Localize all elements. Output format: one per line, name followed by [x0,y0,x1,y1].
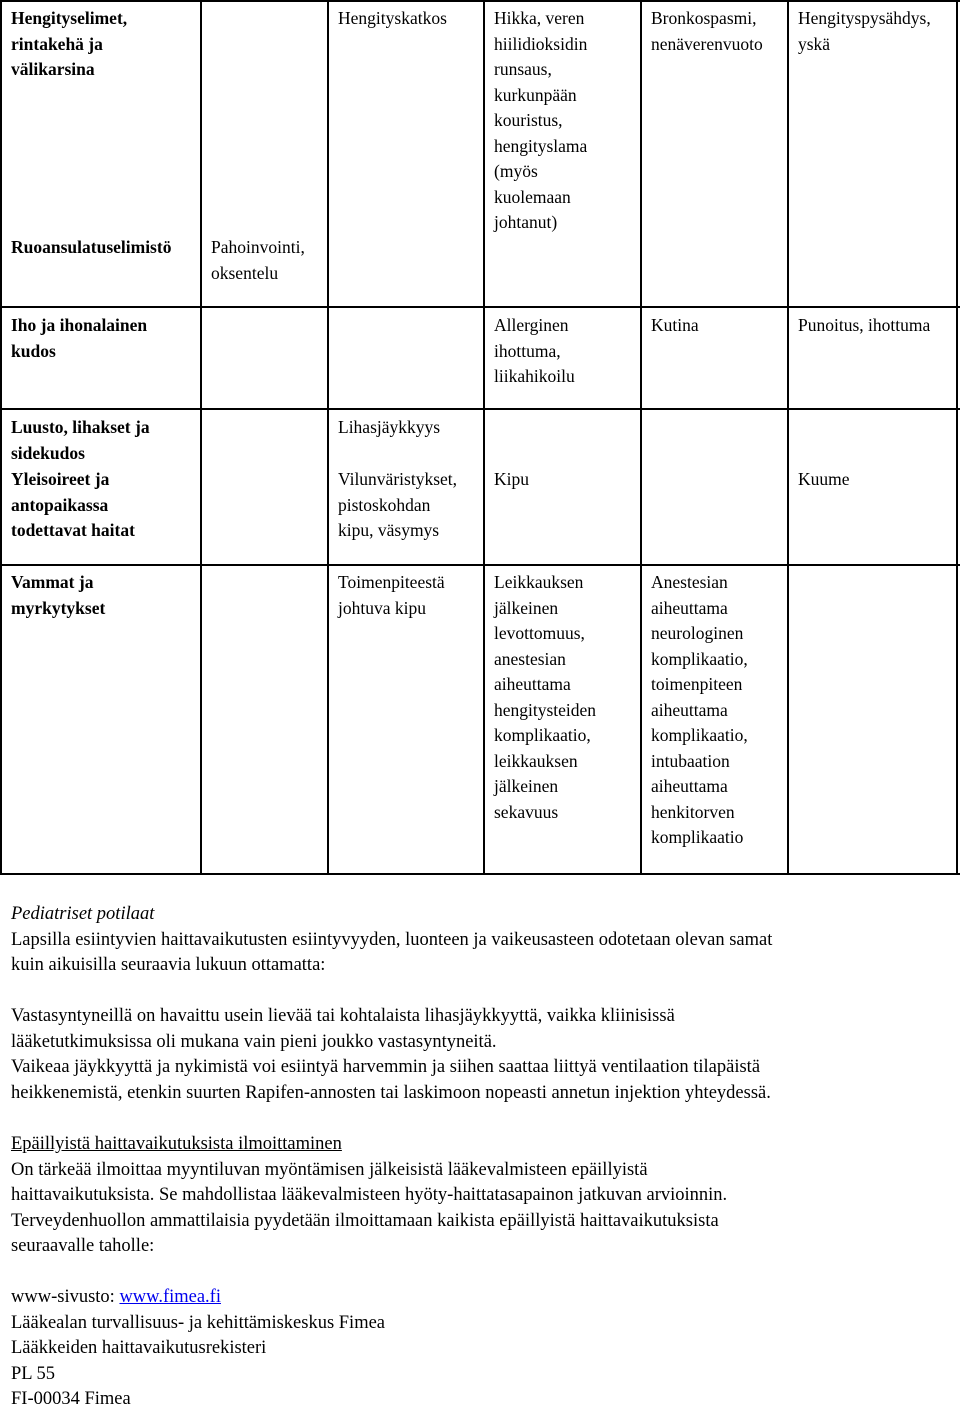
table-border-left [0,0,2,875]
effect-cell: Leikkauksen jälkeinen levottomuus, anestesian aiheuttama hengitysteiden komplikaatio, leikkauksen jälkeinen sekavuus [494,572,597,822]
table-column-divider [483,0,485,875]
paragraph-line: lääketutkimuksissa oli mukana vain pieni joukko vastasyntyneitä. [11,1032,497,1052]
paragraph-line: seuraavalle taholle: [11,1236,155,1256]
fimea-link[interactable]: www.fimea.fi [119,1287,221,1307]
organ-class-skin: Iho ja ihonalainen kudos [11,315,148,361]
effect-cell: Lihasjäykkyys [338,417,441,437]
effect-cell: Kuume [798,469,850,489]
effect-cell: Kutina [651,315,699,335]
organ-class-general: Yleisoireet ja antopaikassa todettavat haitat [11,469,135,540]
effect-cell: Pahoinvointi, oksentelu [211,237,305,283]
effect-cell: Hengityskatkos [338,8,447,28]
reporting-heading: Epäillyistä haittavaikutuksista ilmoittaminen [11,1134,342,1154]
table-row-divider [0,306,960,308]
paragraph-line: heikkenemistä, etenkin suurten Rapifen-annosten tai laskimoon nopeasti annetun injektion yhteydessä. [11,1083,771,1103]
effect-cell: Punoitus, ihottuma [798,315,931,335]
address-line: Lääkkeiden haittavaikutusrekisteri [11,1338,267,1358]
organ-class-respiratory: Hengityselimet, rintakehä ja välikarsina [11,8,128,79]
website-label: www-sivusto: [11,1287,120,1307]
paragraph-line: On tärkeää ilmoittaa myyntiluvan myöntämisen jälkeisistä lääkevalmisteen epäillyistä [11,1160,648,1180]
website-line [11,1285,221,1311]
table-border-bottom [0,873,960,875]
table-border-top [0,0,960,2]
effect-cell: Bronkospasmi, nenäverenvuoto [651,8,763,54]
paragraph-line: kuin aikuisilla seuraavia lukuun ottamatta: [11,955,326,975]
table-column-divider [640,0,642,875]
paragraph-line: Terveydenhuollon ammattilaisia pyydetään ilmoittamaan kaikista epäillyistä haittavaikutuksista [11,1211,719,1231]
table-column-divider [327,0,329,875]
organ-class-gastrointestinal: Ruoansulatuselimistö [11,237,172,257]
effect-cell: Hengityspysähdys, yskä [798,8,931,54]
paragraph-line: Vastasyntyneillä on havaittu usein lievää tai kohtalaista lihasjäykkyyttä, vaikka kliinisissä [11,1006,675,1026]
paragraph-line: Lapsilla esiintyvien haittavaikutusten esiintyvyyden, luonteen ja vaikeusasteen odotetaan olevan samat [11,930,773,950]
effect-cell: Anestesian aiheuttama neurologinen komplikaatio, toimenpiteen aiheuttama komplikaatio, intubaation aiheuttama henkitorven komplikaatio [651,572,748,847]
table-column-divider [200,0,202,875]
address-line: PL 55 [11,1364,56,1384]
effect-cell: Toimenpiteestä johtuva kipu [338,572,445,618]
pediatric-heading: Pediatriset potilaat [11,904,155,924]
effect-cell: Allerginen ihottuma, liikahikoilu [494,315,575,386]
table-row-divider [0,564,960,566]
organ-class-injury: Vammat ja myrkytykset [11,572,106,618]
address-line: Lääkealan turvallisuus- ja kehittämiskeskus Fimea [11,1313,386,1333]
table-row-divider [0,408,960,410]
paragraph-line: haittavaikutuksista. Se mahdollistaa lääkevalmisteen hyöty-haittatasapainon jatkuvan arvioinnin. [11,1185,728,1205]
effect-cell: Vilunväristykset, pistoskohdan kipu, väsymys [338,469,458,540]
paragraph-line: Vaikeaa jäykkyyttä ja nykimistä voi esiintyä harvemmin ja siihen saattaa liittyä ventilaation tilapäistä [11,1057,761,1077]
organ-class-musculoskeletal: Luusto, lihakset ja sidekudos [11,417,150,463]
table-border-right [956,0,958,875]
table-column-divider [787,0,789,875]
effect-cell: Kipu [494,469,529,489]
effect-cell: Hikka, veren hiilidioksidin runsaus, kurkunpään kouristus, hengityslama (myös kuolemaan johtanut) [494,8,588,232]
address-line: FI-00034 Fimea [11,1389,131,1409]
